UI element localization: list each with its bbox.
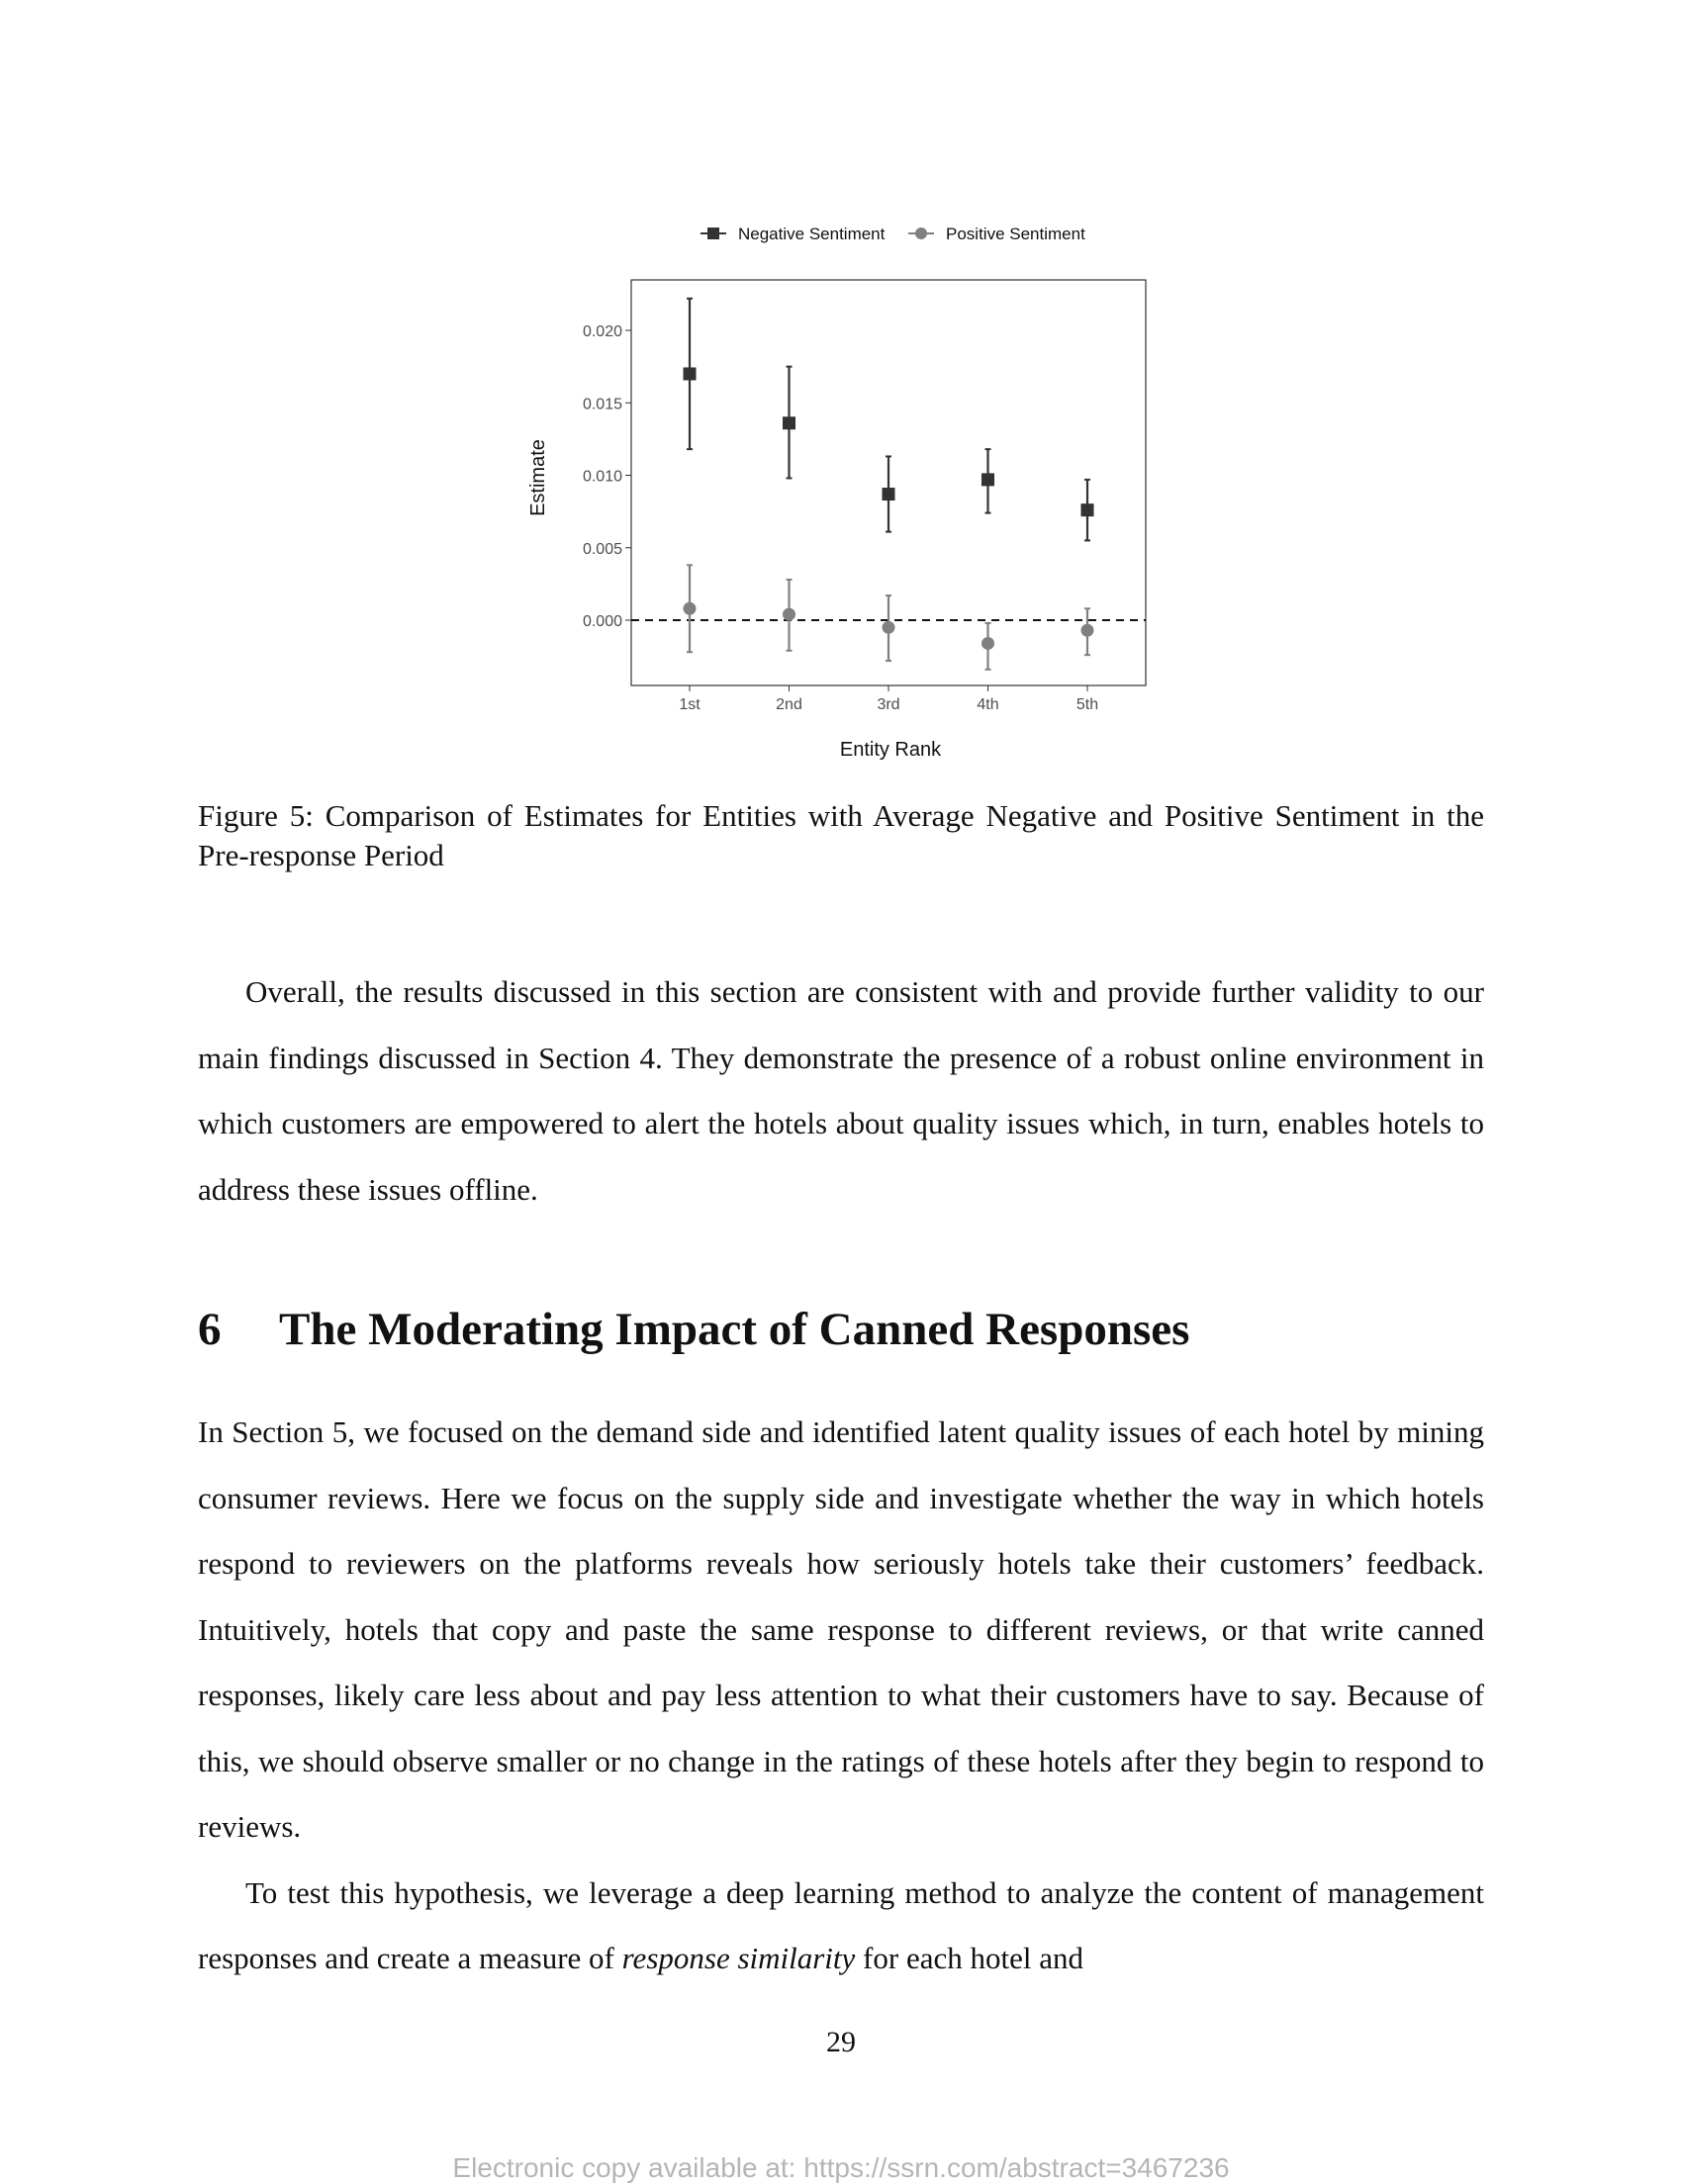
legend-label: Positive Sentiment <box>946 225 1085 243</box>
y-tick-label: 0.015 <box>582 396 622 413</box>
data-point-square <box>684 367 697 380</box>
x-tick-label: 3rd <box>877 696 900 713</box>
figure-caption: Figure 5: Comparison of Estimates for Entities with Average Negative and Positive Sentiment in the Pre-response Period <box>198 798 1484 872</box>
section-number: 6 <box>198 1304 222 1355</box>
x-tick-label: 1st <box>679 696 701 713</box>
data-point-square <box>981 473 994 486</box>
paragraph-hypothesis-text: To test this hypothesis, we leverage a deep learning method to analyze the content of management responses and create a measure of <box>198 1874 1484 1975</box>
paragraph-overall: Overall, the results discussed in this section are consistent with and provide further validity to our main findings discussed in Section 4. They demonstrate the presence of a robust online environment in which customers are empowered to alert the hotels about quality issues which, in turn, enables hotels to address these issues offline. <box>198 974 1484 1207</box>
y-tick-label: 0.000 <box>582 613 622 630</box>
legend-square-icon <box>707 228 719 239</box>
legend-circle-icon <box>915 228 927 239</box>
data-point-circle <box>883 621 895 634</box>
data-point-circle <box>783 608 795 621</box>
section-body <box>198 1400 1484 1992</box>
ssrn-footer-link[interactable]: Electronic copy available at: https://ssrn.com/abstract=3467236 <box>452 2152 1230 2183</box>
data-point-circle <box>1081 624 1094 637</box>
y-tick-label: 0.010 <box>582 468 622 486</box>
section-title: The Moderating Impact of Canned Responses <box>279 1304 1190 1355</box>
paragraph-hypothesis <box>198 1861 1484 1992</box>
y-tick-label: 0.020 <box>582 323 622 340</box>
emphasis-response-similarity: response similarity <box>621 1941 856 1975</box>
x-tick-label: 5th <box>1075 696 1099 713</box>
x-tick-label: 2nd <box>776 696 802 713</box>
y-axis-title: Estimate <box>527 439 549 516</box>
x-tick-label: 4th <box>977 696 999 713</box>
data-point-circle <box>684 602 697 615</box>
figure-5-chart <box>0 0 1682 791</box>
section-heading <box>198 1303 1189 1356</box>
data-point-square <box>783 416 795 429</box>
data-point-circle <box>981 637 994 650</box>
paragraph-hypothesis-tail: for each hotel and <box>855 1941 1083 1975</box>
data-point-square <box>1081 503 1094 516</box>
y-tick-label: 0.005 <box>582 540 622 558</box>
page-number: 29 <box>826 2026 856 2058</box>
paragraph-demand-side: In Section 5, we focused on the demand side and identified latent quality issues of each hotel by mining consumer reviews. Here we focus on the supply side and investigate whether the way in which hotels respond to reviewers on the platforms reveals how seriously hotels take their customers’ feedback. Intuitively, hotels that copy and paste the same response to different reviews, or that write canned responses, likely care less about and pay less attention to what their customers have to say. Because of this, we should observe smaller or no change in the ratings of these hotels after they begin to respond to reviews. <box>198 1414 1484 1844</box>
x-axis-title: Entity Rank <box>839 739 942 761</box>
legend-label: Negative Sentiment <box>738 225 886 243</box>
data-point-square <box>883 488 895 500</box>
